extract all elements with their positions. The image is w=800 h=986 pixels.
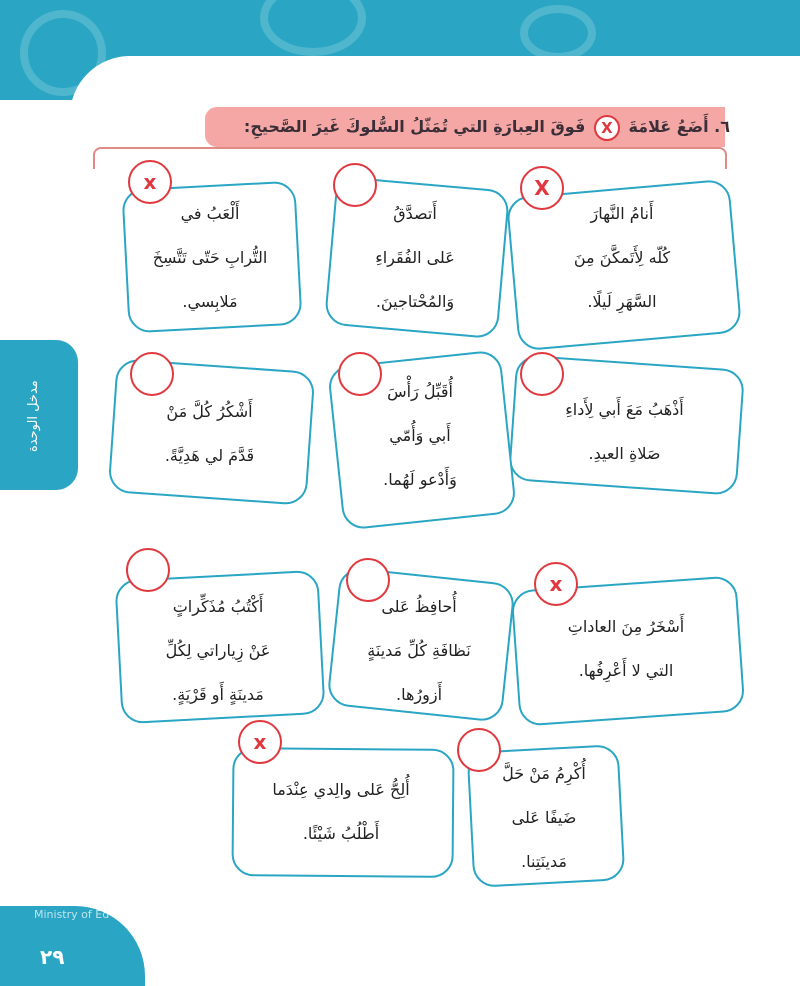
- answer-circle[interactable]: [126, 548, 170, 592]
- decoration: [520, 5, 596, 61]
- answer-circle[interactable]: [338, 352, 382, 396]
- statement-text: أُحافِظُ عَلى نَظافَةِ كُلِّ مَدينَةٍ أَزورُها.: [367, 597, 471, 704]
- answer-circle[interactable]: [457, 728, 501, 772]
- x-mark-icon: X: [594, 115, 620, 141]
- statement-text: أَكْتُبُ مُذَكِّراتٍ عَنْ زِياراتي لِكُلِّ مَدينَةٍ أَو قَرْيَةٍ.: [165, 597, 271, 704]
- answer-circle[interactable]: x: [238, 720, 282, 764]
- statement-text: أَنامُ النَّهارَ كُلّه لِأَتَمكَّنَ مِنَ السَّهَرِ لَيلًا.: [573, 204, 671, 311]
- statement-text: أَتصدَّقُ عَلى الفُقَراءِ وَالمُحْتاجينَ.: [375, 204, 455, 311]
- exercise-frame: [93, 147, 727, 169]
- section-label: مدخل الوحدة: [26, 380, 41, 452]
- answer-circle[interactable]: x: [128, 160, 172, 204]
- statement-text: أُكْرِمُ مَنْ حَلَّ ضَيفًا عَلى مَدينَتِنا.: [502, 764, 586, 871]
- statement-text: أُقَبِّلُ رَأْسَ أَبي وَأُمّي وَأَدْعو لَهُما.: [383, 382, 457, 489]
- question-part1: ٦. أَضَعُ عَلامَةَ: [628, 117, 730, 136]
- question-part2: فَوقَ العِبارَةِ التي تُمَثّلُ السُّلوكَ غَيرَ الصَّحيحِ:: [243, 117, 586, 136]
- ministry-text: Ministry of Ed: [34, 908, 110, 921]
- statement-text: أُلِحُّ عَلى والِدي عِنْدَما أَطْلُبُ شَيْئًا.: [272, 780, 410, 843]
- answer-circle[interactable]: [333, 163, 377, 207]
- answer-circle[interactable]: x: [534, 562, 578, 606]
- statement-text: أَذْهَبُ مَعَ أَبي لِأَداءِ صَلاةِ العيدِ.: [565, 400, 684, 463]
- statement-text: أَسْخَرُ مِنَ العاداتِ التي لا أَعْرِفُها.: [567, 617, 685, 680]
- answer-circle[interactable]: X: [520, 166, 564, 210]
- statement-text: أَشْكُرُ كُلَّ مَنْ قَدَّمَ لي هَدِيَّةً.: [164, 402, 255, 465]
- answer-circle[interactable]: [520, 352, 564, 396]
- answer-circle[interactable]: [130, 352, 174, 396]
- statement-text: أَلْعَبُ في التُّرابِ حَتّى تَتَّسِخَ مَلابِسي.: [152, 204, 268, 311]
- question-text: [225, 110, 730, 144]
- answer-circle[interactable]: [346, 558, 390, 602]
- page-number: ٢٩: [40, 945, 65, 969]
